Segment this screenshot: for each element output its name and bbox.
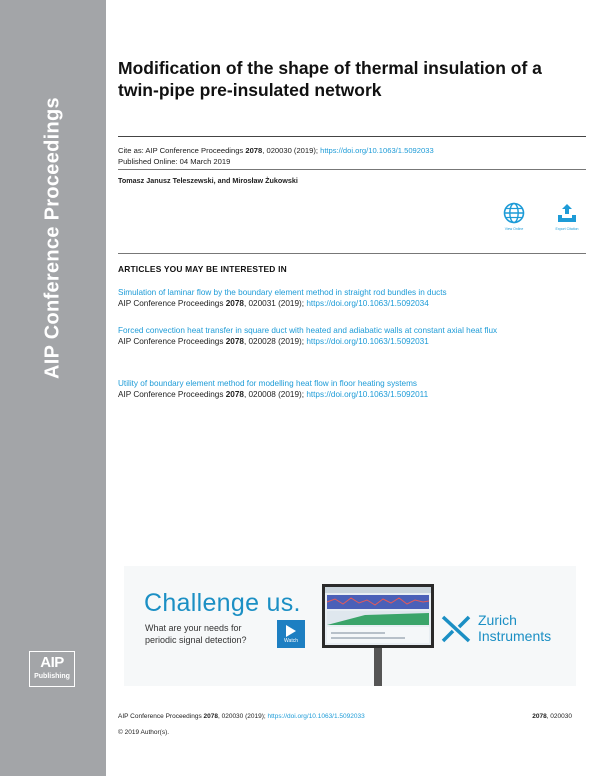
related-article-citation [118, 298, 586, 309]
footer-doi-link[interactable]: https://doi.org/10.1063/1.5092033 [267, 713, 365, 720]
export-citation-button[interactable] [549, 202, 585, 231]
citation-line [118, 145, 434, 156]
related-rest: , 020031 (2019); [243, 299, 307, 308]
related-article [118, 378, 586, 400]
cite-volume: 2078 [245, 146, 263, 155]
export-citation-label: Export Citation [555, 227, 579, 231]
logo-main-text: AIP [40, 654, 64, 671]
related-journal: AIP Conference Proceedings [118, 299, 226, 308]
monitor-stand [374, 648, 382, 686]
related-article-title[interactable]: Forced convection heat transfer in square duct with heated and adiabatic walls at constant axial heat flux [118, 326, 498, 335]
cite-label: Cite as: AIP Conference Proceedings [118, 146, 246, 155]
related-journal: AIP Conference Proceedings [118, 390, 226, 399]
zurich-brand-name [478, 612, 551, 644]
related-article [118, 287, 586, 309]
related-article-citation [118, 389, 586, 400]
related-doi-link[interactable]: https://doi.org/10.1063/1.5092031 [306, 337, 429, 346]
related-article-title[interactable]: Utility of boundary element method for modelling heat flow in floor heating systems [118, 379, 417, 388]
footer-rest: , 020030 (2019); [217, 713, 268, 720]
related-divider [118, 253, 586, 254]
watch-label: Watch [284, 638, 298, 644]
view-online-label: View Online [504, 227, 524, 231]
footer-page-id [532, 713, 572, 720]
footer-volume: 2078 [203, 713, 218, 720]
related-heading: ARTICLES YOU MAY BE INTERESTED IN [118, 264, 287, 274]
monitor-screen [322, 584, 434, 648]
screen-content [325, 587, 431, 645]
article-doi-link[interactable]: https://doi.org/10.1063/1.5092033 [320, 146, 434, 155]
export-icon [556, 202, 578, 224]
related-volume: 2078 [225, 390, 244, 399]
zurich-instruments-ad[interactable] [124, 566, 576, 686]
footer-citation [118, 713, 365, 720]
article-title: Modification of the shape of thermal insulation of a twin-pipe pre-insulated network [118, 58, 542, 100]
cite-rest: , 020030 (2019); [262, 146, 321, 155]
related-rest: , 020028 (2019); [243, 337, 307, 346]
journal-title: AIP Conference Proceedings [41, 97, 64, 379]
related-article-citation [118, 336, 586, 347]
footer-journal: AIP Conference Proceedings [118, 713, 204, 720]
ad-headline: Challenge us. [144, 589, 301, 617]
related-rest: , 020008 (2019); [243, 390, 307, 399]
signal-plot-icon [325, 587, 431, 645]
title-divider [118, 136, 586, 137]
zurich-logo-icon [441, 613, 471, 643]
related-article [118, 325, 586, 347]
article-authors: Tomasz Janusz Teleszewski, and Mirosław Żukowski [118, 176, 298, 185]
view-online-button[interactable] [496, 202, 532, 231]
monitor-graphic [322, 584, 434, 686]
related-article-title[interactable]: Simulation of laminar flow by the boundary element method in straight rod bundles in ducts [118, 288, 447, 297]
watch-button[interactable] [277, 620, 305, 648]
published-date: Published Online: 04 March 2019 [118, 157, 231, 166]
related-volume: 2078 [225, 337, 244, 346]
related-journal: AIP Conference Proceedings [118, 337, 226, 346]
footer-page-volume: 2078 [532, 713, 547, 720]
logo-sub-text: Publishing [34, 673, 70, 680]
related-doi-link[interactable]: https://doi.org/10.1063/1.5092011 [306, 390, 429, 399]
journal-sidebar [0, 0, 106, 776]
footer-copyright: © 2019 Author(s). [118, 729, 170, 736]
globe-icon [503, 202, 525, 224]
aip-publishing-logo[interactable] [29, 651, 75, 687]
play-icon [286, 625, 296, 637]
brand-line-1: Zurich [478, 612, 517, 628]
related-volume: 2078 [225, 299, 244, 308]
footer-page-number: , 020030 [546, 713, 572, 720]
ad-subtext: What are your needs for periodic signal detection? [145, 623, 247, 645]
meta-divider [118, 169, 586, 170]
related-doi-link[interactable]: https://doi.org/10.1063/1.5092034 [306, 299, 429, 308]
brand-line-2: Instruments [478, 628, 552, 644]
